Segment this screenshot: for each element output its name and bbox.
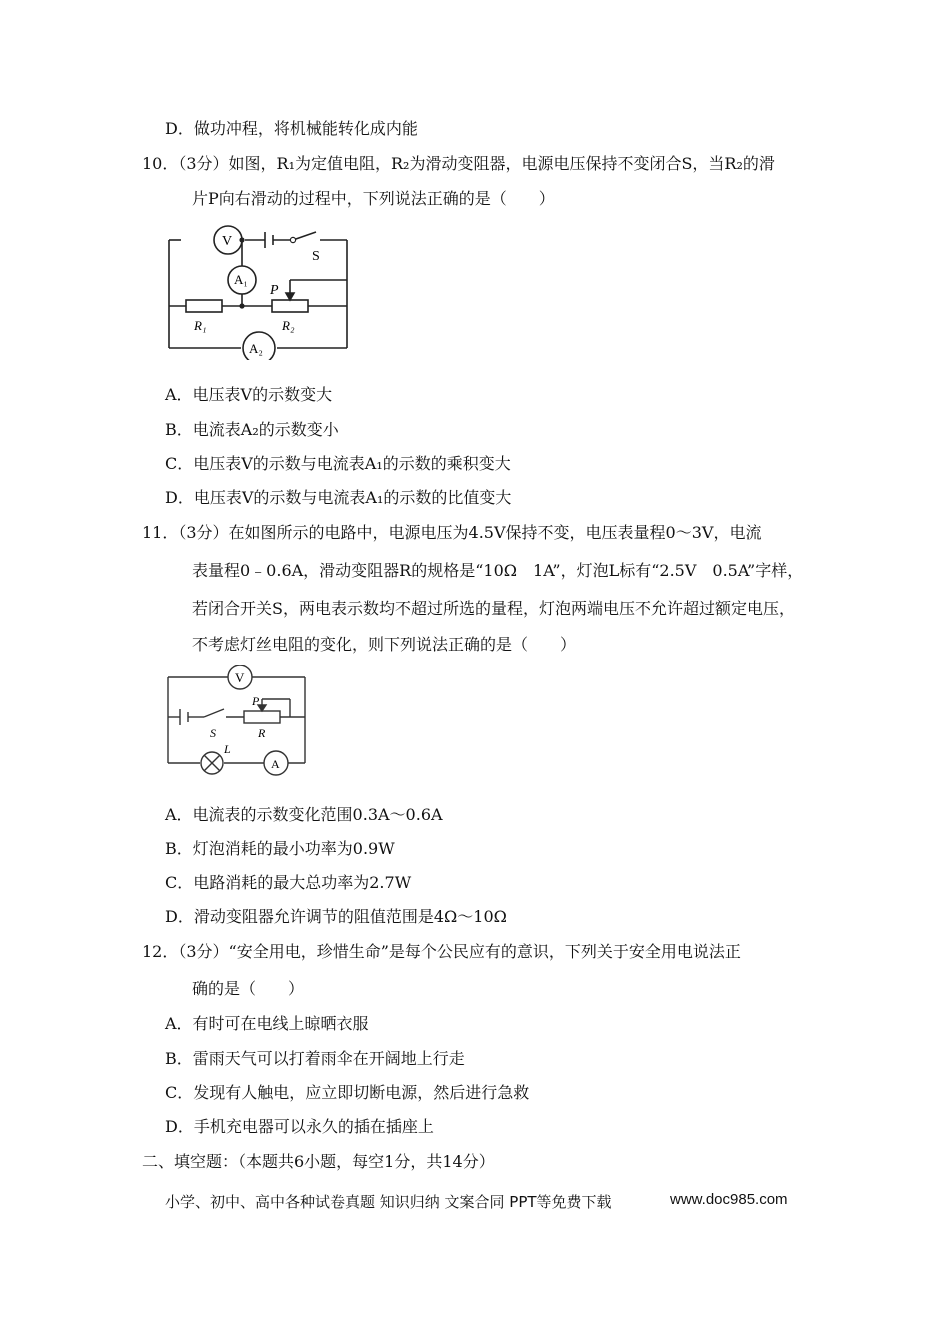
q10-ammeter1-label: A₁ (234, 272, 248, 287)
q10-stem-line1: 10．（3分）如图，R₁为定值电阻，R₂为滑动变阻器，电源电压保持不变闭合S，当R₂的滑 (142, 154, 775, 173)
q11-option-c: C．电路消耗的最大总功率为2.7W (165, 873, 412, 892)
q11-ammeter-label: A (271, 757, 280, 771)
q11-slider-label: P (252, 694, 260, 708)
q10-option-c: C．电压表V的示数与电流表A₁的示数的乘积变大 (165, 454, 511, 473)
q12-option-b: B．雷雨天气可以打着雨伞在开阔地上行走 (165, 1049, 465, 1068)
q10-ammeter2-label: A₂ (249, 341, 263, 356)
section-2-title: 二、填空题：（本题共6小题，每空1分，共14分） (142, 1152, 495, 1171)
q11-rheostat-label: R (258, 726, 266, 740)
q12-option-c: C．发现有人触电，应立即切断电源，然后进行急救 (165, 1083, 530, 1102)
q12-stem-line1: 12．（3分）“安全用电，珍惜生命”是每个公民应有的意识，下列关于安全用电说法正 (142, 942, 741, 961)
q10-option-b: B．电流表A₂的示数变小 (165, 420, 339, 439)
q11-option-d: D．滑动变阻器允许调节的阻值范围是4Ω～10Ω (165, 907, 507, 926)
q11-stem-line4: 不考虑灯丝电阻的变化，则下列说法正确的是（ ） (192, 635, 577, 654)
q11-option-a: A．电流表的示数变化范围0.3A～0.6A (165, 805, 443, 824)
q11-stem-line1: 11．（3分）在如图所示的电路中，电源电压为4.5V保持不变，电压表量程0～3V，电流 (142, 523, 762, 542)
q11-circuit-diagram (160, 665, 320, 780)
q11-switch-label: S (210, 726, 216, 740)
q11-stem-line3: 若闭合开关S，两电表示数均不超过所选的量程，灯泡两端电压不允许超过额定电压， (192, 599, 795, 618)
q10-slider-label: P (270, 283, 279, 298)
q12-option-a: A．有时可在电线上晾晒衣服 (165, 1014, 369, 1033)
q11-lamp-label: L (224, 742, 231, 756)
q11-option-b: B．灯泡消耗的最小功率为0.9W (165, 839, 395, 858)
q11-stem-line2: 表量程0﹣0.6A，滑动变阻器R的规格是“10Ω 1A”，灯泡L标有“2.5V 0.5A”字样， (192, 561, 804, 580)
q10-voltmeter-label: V (222, 234, 233, 249)
q10-option-d: D．电压表V的示数与电流表A₁的示数的比值变大 (165, 488, 512, 507)
q11-voltmeter-label: V (235, 670, 245, 685)
q10-option-a: A．电压表V的示数变大 (165, 385, 333, 404)
q10-r2-label: R₂ (282, 318, 295, 333)
footer-website-link[interactable]: www.doc985.com (670, 1191, 788, 1208)
q12-stem-line2: 确的是（ ） (192, 979, 305, 998)
q12-option-d: D．手机充电器可以永久的插在插座上 (165, 1117, 434, 1136)
q10-switch-label: S (312, 249, 320, 264)
q10-r1-label: R₁ (194, 318, 207, 333)
q10-circuit-diagram (160, 220, 360, 360)
q9-option-d: D．做功冲程，将机械能转化成内能 (165, 119, 418, 138)
footer-promo-text: 小学、初中、高中各种试卷真题 知识归纳 文案合同 PPT等免费下载 (165, 1193, 612, 1211)
q10-stem-line2: 片P向右滑动的过程中，下列说法正确的是（ ） (192, 189, 555, 208)
